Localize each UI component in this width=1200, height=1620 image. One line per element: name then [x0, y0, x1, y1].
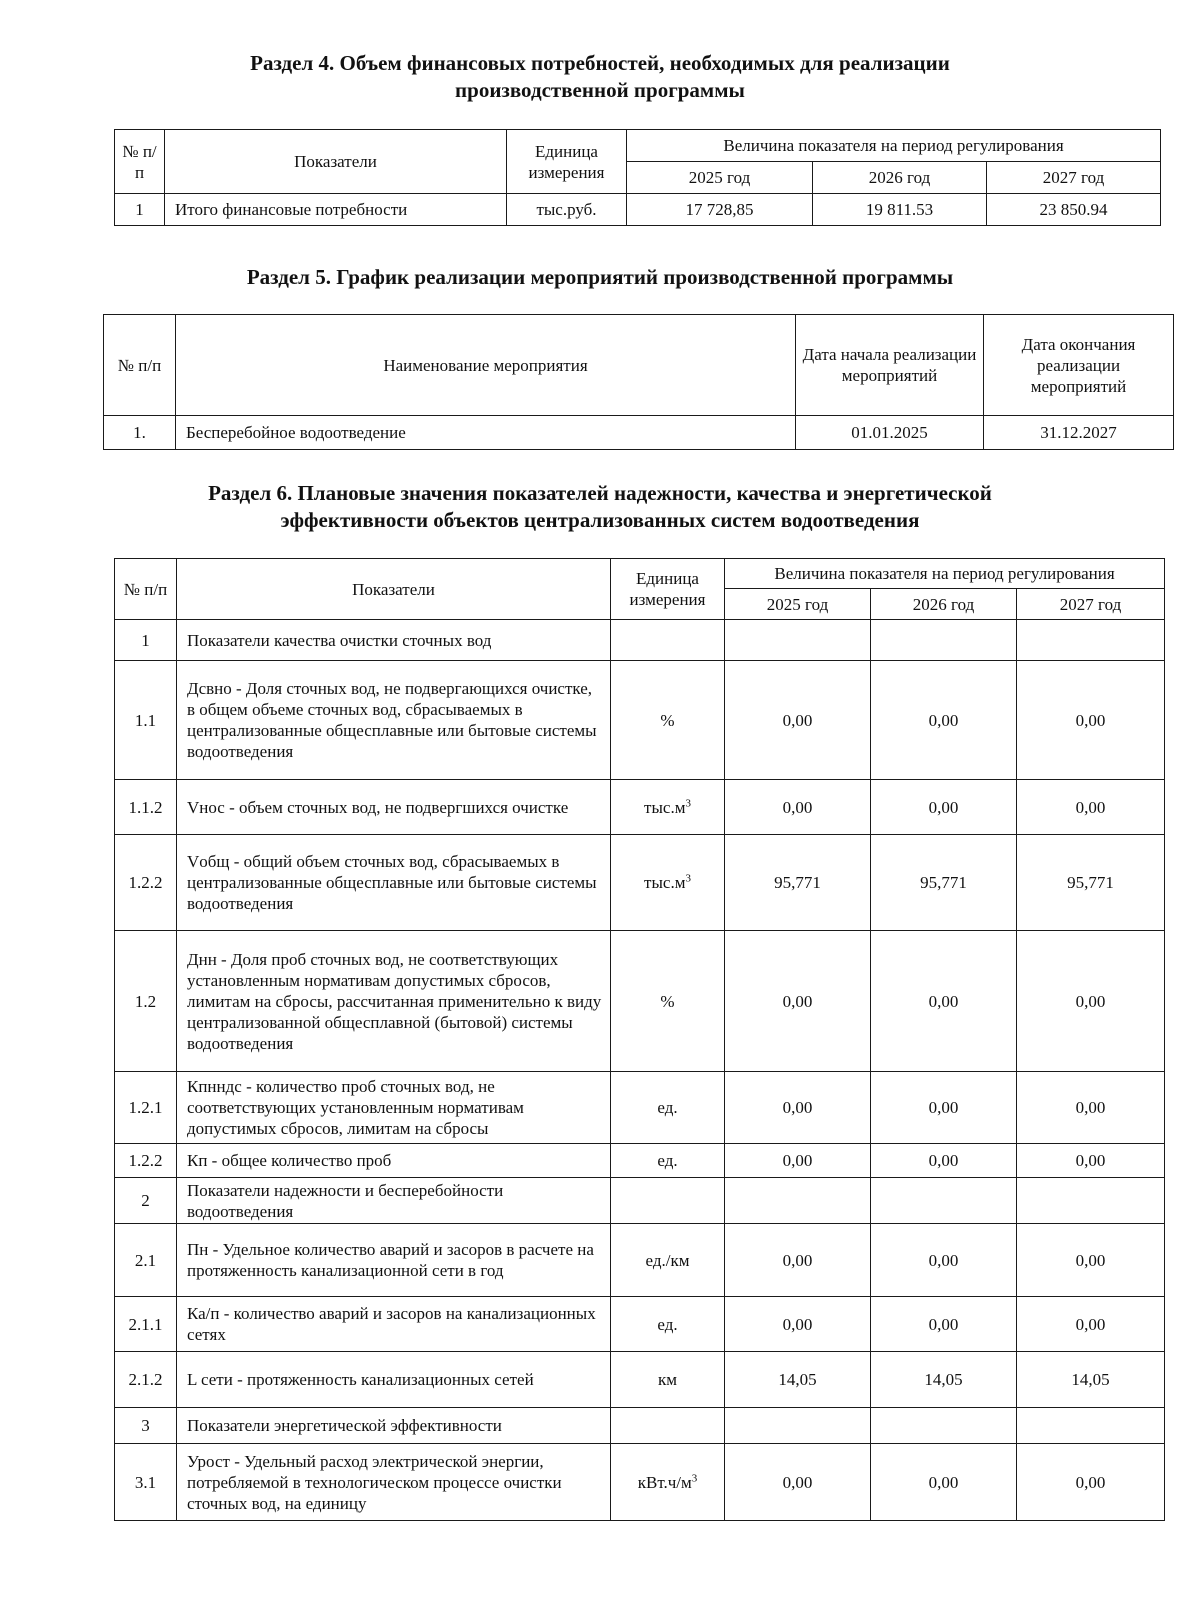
row-num: 1.1	[115, 661, 177, 780]
table-row	[115, 931, 1165, 1072]
row-value-2025: 0,00	[725, 1072, 871, 1144]
row-unit	[611, 1224, 725, 1297]
row-unit	[611, 1178, 725, 1224]
row-unit	[611, 620, 725, 661]
row-value-2026	[871, 1178, 1017, 1224]
row-value-2025	[725, 1178, 871, 1224]
row-num: 1.2.2	[115, 835, 177, 931]
row-unit-superscript: 3	[691, 1471, 698, 1484]
row-value-2026	[871, 620, 1017, 661]
header-start-date: Дата начала реализации мероприятий	[796, 315, 984, 416]
row-unit-text: ед.	[657, 1314, 678, 1334]
row-unit-text: тыс.м	[644, 873, 686, 892]
section4-title-line2: производственной программы	[455, 78, 745, 102]
header-unit: Единица измерения	[611, 559, 725, 620]
row-value-2027: 23 850.94	[987, 194, 1161, 226]
row-value-2025	[725, 1408, 871, 1444]
table-row	[115, 780, 1165, 835]
header-event-name: Наименование мероприятия	[176, 315, 796, 416]
row-unit-text: тыс.м	[644, 797, 686, 817]
row-value-2025: 0,00	[725, 931, 871, 1072]
row-num: 2	[115, 1178, 177, 1224]
row-name: L сети - протяженность канализационных сетей	[177, 1352, 611, 1408]
header-end-date: Дата окончания реализации мероприятий	[984, 315, 1174, 416]
row-unit-text: ед.	[657, 1151, 678, 1170]
row-value-2027	[1017, 1408, 1165, 1444]
row-value-2026: 0,00	[871, 780, 1017, 835]
row-unit	[611, 1144, 725, 1178]
row-num: 1	[115, 194, 165, 226]
row-unit: тыс.руб.	[507, 194, 627, 226]
row-value-2026: 0,00	[871, 1444, 1017, 1521]
row-value-2026: 0,00	[871, 1224, 1017, 1297]
row-unit-superscript: 3	[685, 796, 691, 809]
section5-table	[103, 314, 1174, 450]
section4-header-row	[115, 130, 1161, 162]
row-num: 1.	[104, 416, 176, 450]
row-unit	[611, 1352, 725, 1408]
row-value-2026: 95,771	[871, 835, 1017, 931]
table-row	[115, 1144, 1165, 1178]
row-unit	[611, 931, 725, 1072]
table-row	[115, 1408, 1165, 1444]
row-name: Днн - Доля проб сточных вод, не соответствующих установленным нормативам допустимых сбросов, лимитам на сбросы, рассчитанная применительно к виду централизованной общесплавной (бытовой) системы водоотведения	[177, 931, 611, 1072]
row-value-2027: 95,771	[1017, 835, 1165, 931]
row-value-2027: 0,00	[1017, 1444, 1165, 1521]
row-unit	[611, 1297, 725, 1352]
row-name: Показатели качества очистки сточных вод	[177, 620, 611, 661]
row-name: Бесперебойное водоотведение	[176, 416, 796, 450]
row-value-2027: 0,00	[1017, 1144, 1165, 1178]
row-name: Vнос - объем сточных вод, не подвергшихся очистке	[177, 780, 611, 835]
row-name: Итого финансовые потребности	[165, 194, 507, 226]
table-row	[104, 416, 1174, 450]
header-num: № п/п	[104, 315, 176, 416]
section4-title-line1: Раздел 4. Объем финансовых потребностей, необходимых для реализации	[250, 51, 950, 75]
row-value-2027: 0,00	[1017, 780, 1165, 835]
section6-title-line2: эффективности объектов централизованных систем водоотведения	[280, 508, 920, 532]
row-value-2027: 0,00	[1017, 1297, 1165, 1352]
row-num: 2.1.2	[115, 1352, 177, 1408]
row-value-2025: 95,771	[725, 835, 871, 931]
header-period: Величина показателя на период регулирования	[627, 130, 1161, 162]
row-value-2026: 0,00	[871, 1072, 1017, 1144]
row-start-date: 01.01.2025	[796, 416, 984, 450]
row-value-2026: 14,05	[871, 1352, 1017, 1408]
row-num: 3.1	[115, 1444, 177, 1521]
row-name: Vобщ - общий объем сточных вод, сбрасываемых в централизованные общесплавные или бытовые системы водоотведения	[177, 835, 611, 931]
row-value-2027: 14,05	[1017, 1352, 1165, 1408]
section4-title	[0, 50, 1200, 104]
section5-title: Раздел 5. График реализации мероприятий производственной программы	[246, 265, 954, 289]
row-value-2027	[1017, 1178, 1165, 1224]
header-2027: 2027 год	[1017, 589, 1165, 620]
row-value-2025: 17 728,85	[627, 194, 813, 226]
row-unit-text: кВт.ч/м	[637, 1472, 692, 1492]
table-row	[115, 1297, 1165, 1352]
header-indicators: Показатели	[165, 130, 507, 194]
row-unit-text: км	[657, 1370, 678, 1389]
table-row	[115, 1352, 1165, 1408]
table-row	[115, 835, 1165, 931]
header-num: № п/п	[115, 559, 177, 620]
header-indicators: Показатели	[177, 559, 611, 620]
row-num: 1.2	[115, 931, 177, 1072]
row-name: Дсвно - Доля сточных вод, не подвергающихся очистке, в общем объеме сточных вод, сбрасываемых в централизованные общесплавные или бытовые системы водоотведения	[177, 661, 611, 780]
section6-header-row	[115, 559, 1165, 589]
row-end-date: 31.12.2027	[984, 416, 1174, 450]
row-name: Ка/п - количество аварий и засоров на канализационных сетях	[177, 1297, 611, 1352]
header-2027: 2027 год	[987, 162, 1161, 194]
table-row	[115, 661, 1165, 780]
section4-table	[114, 129, 1161, 226]
row-value-2026: 0,00	[871, 1144, 1017, 1178]
row-value-2025: 0,00	[725, 1144, 871, 1178]
row-name: Урост - Удельный расход электрической энергии, потребляемой в технологическом процессе очистки сточных вод, на единицу	[177, 1444, 611, 1521]
row-value-2027: 0,00	[1017, 661, 1165, 780]
section6-rows	[115, 620, 1165, 1521]
row-value-2026: 0,00	[871, 661, 1017, 780]
row-num: 1.1.2	[115, 780, 177, 835]
table-row	[115, 194, 1161, 226]
header-period: Величина показателя на период регулирования	[725, 559, 1165, 589]
row-value-2025: 0,00	[725, 1444, 871, 1521]
row-value-2026	[871, 1408, 1017, 1444]
header-num: № п/п	[115, 130, 165, 194]
row-unit-superscript: 3	[685, 872, 691, 885]
row-value-2026: 0,00	[871, 1297, 1017, 1352]
row-num: 1.2.2	[115, 1144, 177, 1178]
table-row	[115, 620, 1165, 661]
row-num: 2.1	[115, 1224, 177, 1297]
row-value-2025: 0,00	[725, 661, 871, 780]
section6-title-line1: Раздел 6. Плановые значения показателей надежности, качества и энергетической	[208, 481, 992, 505]
row-unit-text: %	[660, 991, 675, 1011]
row-value-2027: 0,00	[1017, 931, 1165, 1072]
row-value-2026: 0,00	[871, 931, 1017, 1072]
row-value-2025	[725, 620, 871, 661]
row-num: 3	[115, 1408, 177, 1444]
row-num: 2.1.1	[115, 1297, 177, 1352]
row-name: Показатели надежности и бесперебойности водоотведения	[177, 1178, 611, 1224]
header-2026: 2026 год	[813, 162, 987, 194]
row-value-2026: 19 811.53	[813, 194, 987, 226]
header-unit: Единица измерения	[507, 130, 627, 194]
header-2026: 2026 год	[871, 589, 1017, 620]
row-name: Показатели энергетической эффективности	[177, 1408, 611, 1444]
section5-header-row	[104, 315, 1174, 416]
table-row	[115, 1444, 1165, 1521]
row-name: Пн - Удельное количество аварий и засоров в расчете на протяженность канализационной сети в год	[177, 1224, 611, 1297]
row-unit	[611, 1444, 725, 1521]
header-2025: 2025 год	[627, 162, 813, 194]
row-unit-text: ед./км	[645, 1250, 690, 1270]
row-value-2025: 0,00	[725, 780, 871, 835]
section6-table	[114, 558, 1165, 1521]
table-row	[115, 1224, 1165, 1297]
row-unit-text: %	[660, 710, 675, 730]
row-value-2027: 0,00	[1017, 1224, 1165, 1297]
row-num: 1.2.1	[115, 1072, 177, 1144]
row-value-2027: 0,00	[1017, 1072, 1165, 1144]
header-2025: 2025 год	[725, 589, 871, 620]
row-unit-text: ед.	[657, 1098, 678, 1117]
table-row	[115, 1178, 1165, 1224]
row-name: Кпнндс - количество проб сточных вод, не соответствующих установленным нормативам допустимых сбросов, лимитам на сбросы	[177, 1072, 611, 1144]
row-name: Кп - общее количество проб	[177, 1144, 611, 1178]
row-value-2025: 0,00	[725, 1224, 871, 1297]
section6-title	[0, 480, 1200, 534]
row-unit	[611, 1072, 725, 1144]
row-value-2025: 0,00	[725, 1297, 871, 1352]
row-unit	[611, 780, 725, 835]
row-value-2027	[1017, 620, 1165, 661]
row-value-2025: 14,05	[725, 1352, 871, 1408]
row-num: 1	[115, 620, 177, 661]
table-row	[115, 1072, 1165, 1144]
row-unit	[611, 835, 725, 931]
row-unit	[611, 1408, 725, 1444]
row-unit	[611, 661, 725, 780]
